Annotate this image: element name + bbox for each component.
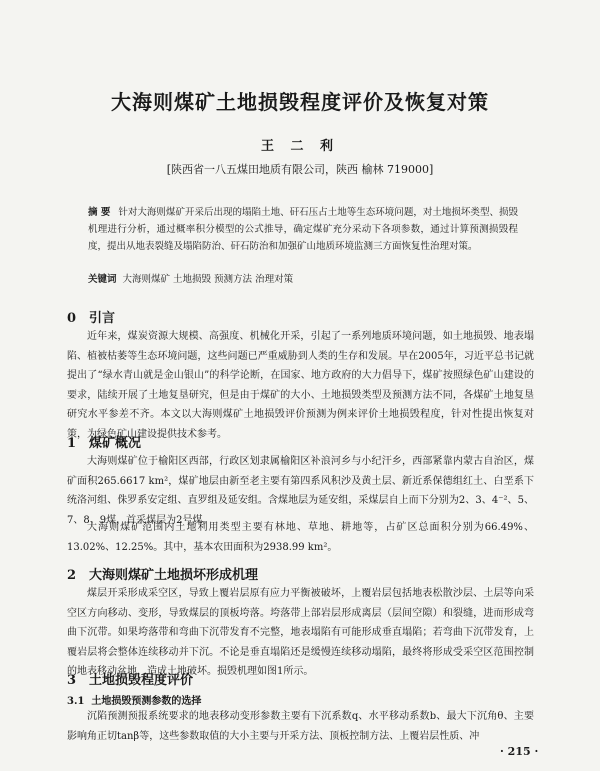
- section-heading: [67, 432, 141, 451]
- section-number: 1: [67, 436, 77, 451]
- section-heading: [67, 307, 115, 326]
- section-title: 大海则煤矿土地损坏形成机理: [89, 568, 259, 583]
- keywords-text: 大海则煤矿 土地损毁 预测方法 治理对策: [122, 274, 294, 285]
- author: 王 二 利: [260, 139, 340, 154]
- body-paragraph: 近年来，煤炭资源大规模、高强度、机械化开采，引起了一系列地质环境问题，如土地损毁、地表塌陷、植被枯萎等生态环境问题，这些问题已严重威胁到人类的生存和发展。早在2005年，习近平总书记就提出了“绿水青山就是金山银山”的科学论断，在国家、地方政府的大力倡导下，煤矿按照绿色矿山建设的要求，陆续开展了土地复垦研究，但是由于煤矿的大小、土地损毁类型及预测方法不同，各煤矿土地复垦研究水平参差不齐。本文以大海则煤矿土地损毁评价预测为例来评价土地损毁程度，针对性提出恢复对策，为绿色矿山建设提供技术参考。: [67, 331, 534, 440]
- abstract-text: 针对大海则煤矿开采后出现的塌陷土地、矸石压占土地等生态环境问题，对土地损坏类型、损毁机理进行分析，通过概率积分模型的公式推导，确定煤矿充分采动下各项参数，通过计算预测损毁程度，提出从地表裂缝及塌陷防治、矸石防治和加强矿山地质环境监测三方面恢复性治理对策。: [88, 207, 518, 252]
- section-title: 引言: [89, 311, 116, 326]
- section-title: 煤矿概况: [89, 436, 142, 451]
- body-paragraph: 大海则煤矿范围内土地利用类型主要有林地、草地、耕地等，占矿区总面积分别为66.49%、13.02%、12.25%。其中，基本农田面积为2938.99 km²。: [67, 522, 534, 553]
- body-paragraph: 沉陷预测预报系统要求的地表移动变形参数主要有下沉系数q、水平移动系数b、最大下沉角θ、主要影响角正切tanβ等，这些参数取值的大小主要与开采方法、顶板控制方法、上覆岩层性质、冲: [67, 711, 534, 742]
- body-paragraph: 大海则煤矿位于榆阳区西部，行政区划隶属榆阳区补浪河乡与小纪汗乡，西部紧靠内蒙古自治区，煤矿面积265.6617 km²，煤矿地层由新至老主要有第四系风积沙及黄土层、新近系保德组红土、白垩系下统洛河组、侏罗系安定组、直罗组及延安组。含煤地层为延安组，采煤层自上而下分别为2、3、4⁻²、5、7、8、9煤，首采煤层为2号煤。: [67, 456, 534, 526]
- paper-title: 大海则煤矿土地损毁程度评价及恢复对策: [111, 90, 489, 114]
- section-number: 0: [67, 311, 77, 326]
- abstract: [88, 204, 518, 255]
- section-number: 2: [67, 568, 77, 583]
- section-number: 3: [67, 673, 77, 688]
- keywords: [88, 271, 518, 285]
- section-title: 土地损毁程度评价: [89, 673, 194, 688]
- subsection-heading: [67, 692, 201, 707]
- subsection-number: 3.1: [67, 696, 85, 707]
- affiliation: [陕西省一八五煤田地质有限公司，陕西 榆林 719000]: [166, 163, 434, 176]
- page-number: · 215 ·: [500, 745, 539, 758]
- section-heading: [67, 564, 258, 583]
- body-paragraph: 煤层开采形成采空区，导致上覆岩层原有应力平衡被破坏，上覆岩层包括地表松散沙层、土层等向采空区方向移动、变形，导致煤层的顶板垮落。垮落带上部岩层形成离层（层间空隙）和裂缝，进而形成弯曲下沉带。如果垮落带和弯曲下沉带发育不完整，地表塌陷有可能形成垂直塌陷；若弯曲下沉带发育，上覆岩层将会整体连续移动并下沉。不论是垂直塌陷还是缓慢连续移动塌陷，最终将形成受采空区范围控制的地表移动盆地，造成土地破坏。损毁机理如图1所示。: [67, 588, 534, 677]
- section-heading: [67, 669, 193, 688]
- abstract-label: 摘 要: [88, 207, 111, 218]
- subsection-title: 土地损毁预测参数的选择: [91, 696, 202, 707]
- keywords-label: 关键词: [88, 274, 117, 285]
